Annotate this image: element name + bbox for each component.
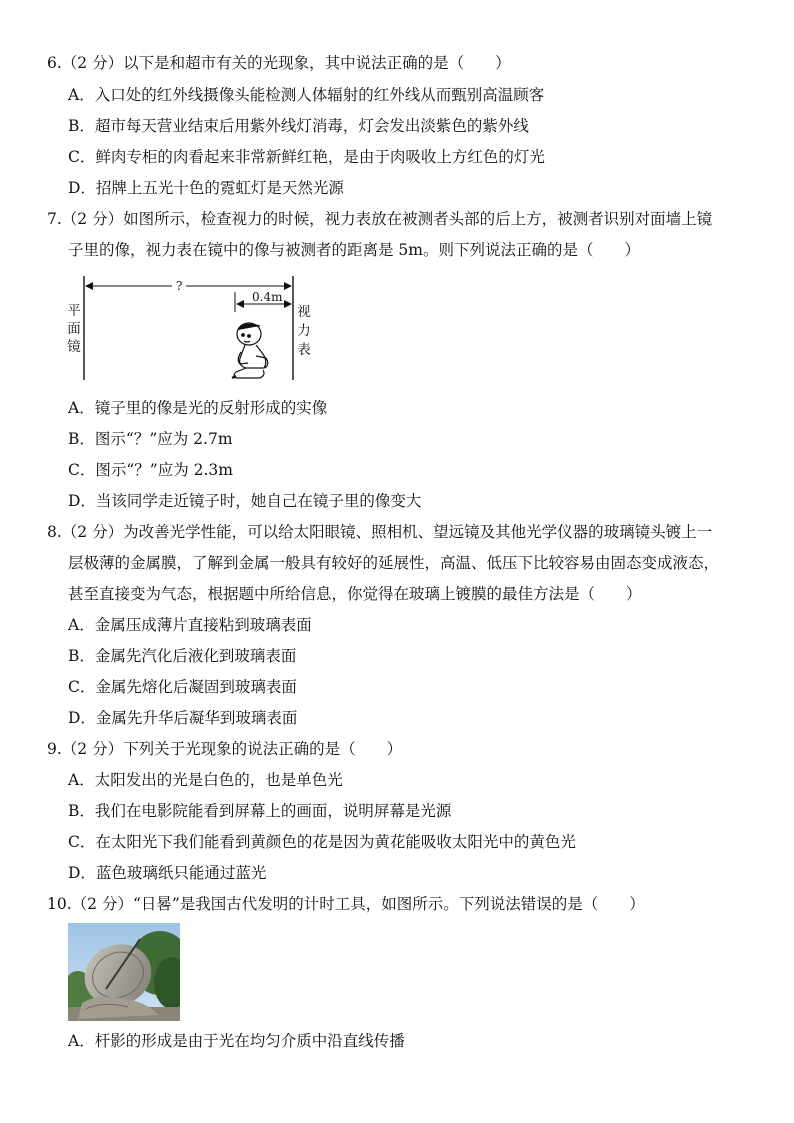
- chart-label-2: 力: [297, 323, 311, 339]
- question-score: （2 分）: [61, 740, 124, 758]
- question-number: 6.: [47, 54, 62, 72]
- mirror-label-1: 平: [67, 303, 81, 319]
- question-number: 9.: [47, 740, 62, 758]
- question-score: （2 分）: [71, 895, 133, 913]
- chart-label-3: 表: [297, 342, 311, 358]
- sundial-photo: [68, 923, 180, 1021]
- question-text: 为改善光学性能，可以给太阳眼镜、照相机、望远镜及其他光学仪器的玻璃镜头镀上一: [123, 523, 713, 541]
- q9-option-b: B．我们在电影院能看到屏幕上的画面，说明屏幕是光源: [68, 802, 452, 820]
- q7-option-b: B．图示“？”应为 2.7m: [68, 430, 233, 448]
- q6-option-d: D．招牌上五光十色的霓虹灯是天然光源: [68, 179, 344, 197]
- question-8-stem-cont-2: 甚至直接变为气态，根据题中所给信息，你觉得在玻璃上镀膜的最佳方法是（ ）: [68, 585, 642, 603]
- question-6-stem: [47, 53, 511, 73]
- q9-option-a: A．太阳发出的光是白色的，也是单色光: [68, 771, 343, 789]
- q8-option-a: A．金属压成薄片直接粘到玻璃表面: [68, 616, 312, 634]
- q10-option-a: A．杆影的形成是由于光在均匀介质中沿直线传播: [68, 1032, 405, 1050]
- q7-option-d: D．当该同学走近镜子时，她自己在镜子里的像变大: [68, 492, 422, 510]
- q6-option-b: B．超市每天营业结束后用紫外线灯消毒，灯会发出淡紫色的紫外线: [68, 117, 529, 135]
- q9-option-d: D．蓝色玻璃纸只能通过蓝光: [68, 864, 267, 882]
- q9-option-c: C．在太阳光下我们能看到黄颜色的花是因为黄花能吸收太阳光中的黄色光: [68, 833, 576, 851]
- q8-option-c: C．金属先熔化后凝固到玻璃表面: [68, 678, 297, 696]
- question-9-stem: [47, 739, 402, 759]
- question-number: 8.: [47, 523, 62, 541]
- q8-option-d: D．金属先升华后凝华到玻璃表面: [68, 709, 298, 727]
- sundial-image: [68, 923, 180, 1021]
- question-score: （2 分）: [61, 523, 124, 541]
- mirror-label-3: 镜: [67, 339, 81, 355]
- q8-option-b: B．金属先汽化后液化到玻璃表面: [68, 647, 297, 665]
- q7-option-a: A．镜子里的像是光的反射形成的实像: [68, 399, 328, 417]
- mirror-label-2: 面: [67, 321, 81, 337]
- question-score: （2 分）: [61, 54, 124, 72]
- question-number: 7.: [47, 210, 62, 228]
- chart-label-1: 视: [297, 304, 311, 320]
- question-text: 如图所示，检查视力的时候，视力表放在被测者头部的后上方，被测者识别对面墙上镜: [123, 210, 713, 228]
- question-text: 下列关于光现象的说法正确的是（ ）: [123, 740, 403, 758]
- known-distance-label: 0.4m: [252, 290, 283, 304]
- question-text: 以下是和超市有关的光现象，其中说法正确的是（ ）: [123, 54, 511, 72]
- question-8-stem: [47, 522, 712, 542]
- question-text: “日晷”是我国古代发明的计时工具，如图所示。下列说法错误的是（ ）: [132, 895, 645, 913]
- q6-option-a: A．入口处的红外线摄像头能检测人体辐射的红外线从而甄别高温顾客: [68, 86, 545, 104]
- question-8-stem-cont-1: 层极薄的金属膜，了解到金属一般具有较好的延展性，高温、低压下比较容易由固态变成液态，: [68, 554, 720, 572]
- question-7-stem-cont: 子里的像，视力表在镜中的像与被测者的距离是 5m。则下列说法正确的是（ ）: [68, 241, 640, 259]
- seated-person-icon: [232, 323, 268, 378]
- q6-option-c: C．鲜肉专柜的肉看起来非常新鲜红艳，是由于肉吸收上方红色的灯光: [68, 148, 545, 166]
- question-score: （2 分）: [61, 210, 124, 228]
- question-7-stem: [47, 209, 712, 229]
- question-10-stem: [47, 894, 645, 914]
- unknown-distance-label: ?: [176, 279, 183, 293]
- question-number: 10.: [47, 895, 72, 913]
- eye-test-diagram: [60, 272, 320, 384]
- q7-option-c: C．图示“？”应为 2.3m: [68, 461, 233, 479]
